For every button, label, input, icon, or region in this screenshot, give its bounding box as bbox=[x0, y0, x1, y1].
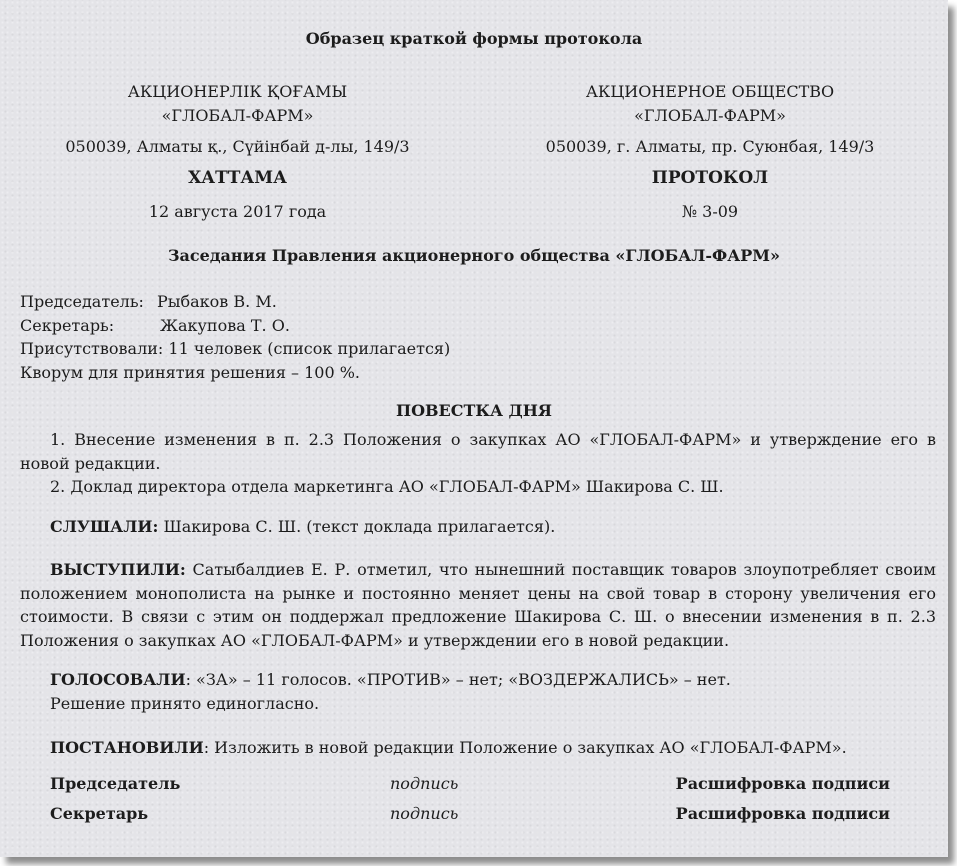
heard-text: Шакирова С. Ш. (текст доклада прилагается). bbox=[158, 517, 556, 536]
signature-row-chair bbox=[50, 774, 890, 798]
address-kazakh: 050039, Алматы қ., Сүйінбай д-лы, 149/3 bbox=[65, 137, 410, 156]
secretary-name: Жакупова Т. О. bbox=[160, 315, 290, 335]
participants-block bbox=[20, 290, 450, 384]
signature-placeholder: подпись bbox=[390, 804, 459, 823]
chair-name: Рыбаков В. М. bbox=[157, 292, 277, 311]
spoke-section bbox=[20, 558, 936, 652]
voted-section bbox=[20, 668, 936, 715]
signature-decode: Расшифровка подписи bbox=[675, 804, 890, 823]
voted-line bbox=[20, 668, 936, 692]
org-name-kazakh-line2: «ГЛОБАЛ-ФАРМ» bbox=[161, 106, 314, 125]
secretary-row bbox=[20, 314, 450, 338]
agenda-title: ПОВЕСТКА ДНЯ bbox=[395, 401, 552, 420]
signature-placeholder: подпись bbox=[390, 774, 459, 793]
heard-label: СЛУШАЛИ: bbox=[50, 517, 159, 536]
spoke-label: ВЫСТУПИЛИ: bbox=[50, 560, 186, 579]
decided-section bbox=[20, 736, 936, 760]
org-name-russian-line2: «ГЛОБАЛ-ФАРМ» bbox=[634, 106, 786, 125]
agenda-list bbox=[20, 428, 936, 499]
voted-text: : «ЗА» – 11 голосов. «ПРОТИВ» – нет; «ВОЗДЕРЖАЛИСЬ» – нет. bbox=[185, 670, 731, 689]
org-name-kazakh bbox=[0, 80, 475, 128]
signature-role: Председатель bbox=[50, 774, 181, 793]
voted-label: ГОЛОСОВАЛИ bbox=[50, 670, 186, 689]
org-name-kazakh-line1: АКЦИОНЕРЛІК ҚОҒАМЫ bbox=[127, 82, 348, 101]
signature-role: Секретарь bbox=[50, 804, 149, 823]
secretary-label: Секретарь: bbox=[20, 315, 115, 335]
agenda-item: 1. Внесение изменения в п. 2.3 Положения о закупках АО «ГЛОБАЛ-ФАРМ» и утверждение его в новой редакции. bbox=[20, 430, 936, 473]
spoke-text: Сатыбалдиев Е. Р. отметил, что нынешний поставщик товаров злоупотребляет своим положением монополиста на рынке и постоянно меняет цены на свой товар в сторону увеличения его стоимости. В связи с этим он поддержал предложение Шакирова С. Ш. о внесении изменения в п. 2.3 Положения о закупках АО «ГЛОБАЛ-ФАРМ» и утверждении его в новой редакции. bbox=[20, 560, 936, 650]
heard-section bbox=[20, 515, 936, 539]
org-name-russian-line1: АКЦИОНЕРНОЕ ОБЩЕСТВО bbox=[585, 82, 835, 101]
quorum: Кворум для принятия решения – 100 %. bbox=[20, 362, 360, 382]
doc-type-kazakh: ХАТТАМА bbox=[188, 168, 287, 188]
decided-label: ПОСТАНОВИЛИ bbox=[50, 738, 204, 757]
signature-decode: Расшифровка подписи bbox=[675, 774, 890, 793]
decided-text: : Изложить в новой редакции Положение о закупках АО «ГЛОБАЛ-ФАРМ». bbox=[203, 738, 847, 757]
protocol-date: 12 августа 2017 года bbox=[148, 202, 327, 221]
signature-row-secretary bbox=[50, 804, 890, 828]
chair-label: Председатель: bbox=[20, 292, 144, 311]
agenda-item: 2. Доклад директора отдела маркетинга АО «ГЛОБАЛ-ФАРМ» Шакирова С. Ш. bbox=[50, 477, 724, 496]
present-count: Присутствовали: 11 человек (список прилагается) bbox=[20, 339, 451, 358]
document-title: Образец краткой формы протокола bbox=[305, 29, 643, 48]
doc-type-russian: ПРОТОКОЛ bbox=[651, 168, 769, 188]
address-russian: 050039, г. Алматы, пр. Суюнбая, 149/3 bbox=[545, 137, 875, 156]
org-name-russian bbox=[475, 80, 945, 128]
voted-result: Решение принято единогласно. bbox=[50, 693, 320, 713]
protocol-number: № 3-09 bbox=[681, 202, 739, 221]
meeting-title: Заседания Правления акционерного общества «ГЛОБАЛ-ФАРМ» bbox=[168, 246, 780, 265]
chair-row bbox=[20, 290, 450, 314]
